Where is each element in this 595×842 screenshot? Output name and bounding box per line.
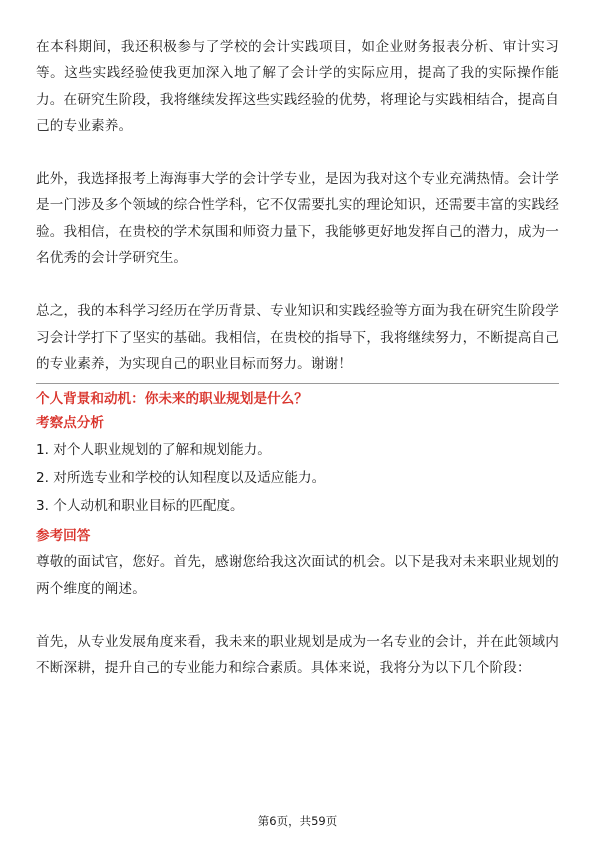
paragraph-gap — [36, 271, 559, 298]
paragraph-gap — [36, 602, 559, 629]
analysis-item: 2. 对所选专业和学校的认知程度以及适应能力。 — [36, 470, 326, 487]
question-title: 个人背景和动机：你未来的职业规划是什么？ — [36, 391, 308, 408]
analysis-item: 3. 个人动机和职业目标的匹配度。 — [36, 498, 244, 515]
body-paragraph: 此外，我选择报考上海海事大学的会计学专业，是因为我对这个专业充满热情。会计学是一门涉及多个领域的综合性学科，它不仅需要扎实的理论知识，还需要丰富的实践经验。我相信，在贵校的学术氛围和师资力量下，我能够更好地发挥自己的潜力，成为一名优秀的会计学研究生。 — [36, 171, 559, 267]
answer-paragraph: 尊敬的面试官，您好。首先，感谢您给我这次面试的机会。以下是我对未来职业规划的两个维度的阐述。 — [36, 554, 559, 597]
answer-heading: 参考回答 — [36, 528, 91, 545]
document-page — [36, 34, 559, 681]
page-number: 第6页，共59页 — [257, 814, 338, 828]
body-paragraph: 总之，我的本科学习经历在学历背景、专业知识和实践经验等方面为我在研究生阶段学习会计学打下了坚实的基础。我相信，在贵校的指导下，我将继续努力，不断提高自己的专业素养，为实现自己的职业目标而努力。谢谢！ — [36, 303, 559, 372]
answer-paragraph: 首先，从专业发展角度来看，我未来的职业规划是成为一名专业的会计，并在此领域内不断深耕，提升自己的专业能力和综合素质。具体来说，我将分为以下几个阶段： — [36, 633, 559, 677]
body-paragraph: 在本科期间，我还积极参与了学校的会计实践项目，如企业财务报表分析、审计实习等。这些实践经验使我更加深入地了解了会计学的实际应用，提高了我的实际操作能力。在研究生阶段，我将继续发挥这些实践经验的优势，将理论与实践相结合，提高自己的专业素养。 — [36, 39, 559, 134]
section-divider — [36, 383, 559, 384]
paragraph-gap — [36, 139, 559, 166]
analysis-heading: 考察点分析 — [36, 415, 104, 432]
analysis-item: 1. 对个人职业规划的了解和规划能力。 — [36, 442, 271, 459]
analysis-list — [36, 436, 559, 520]
